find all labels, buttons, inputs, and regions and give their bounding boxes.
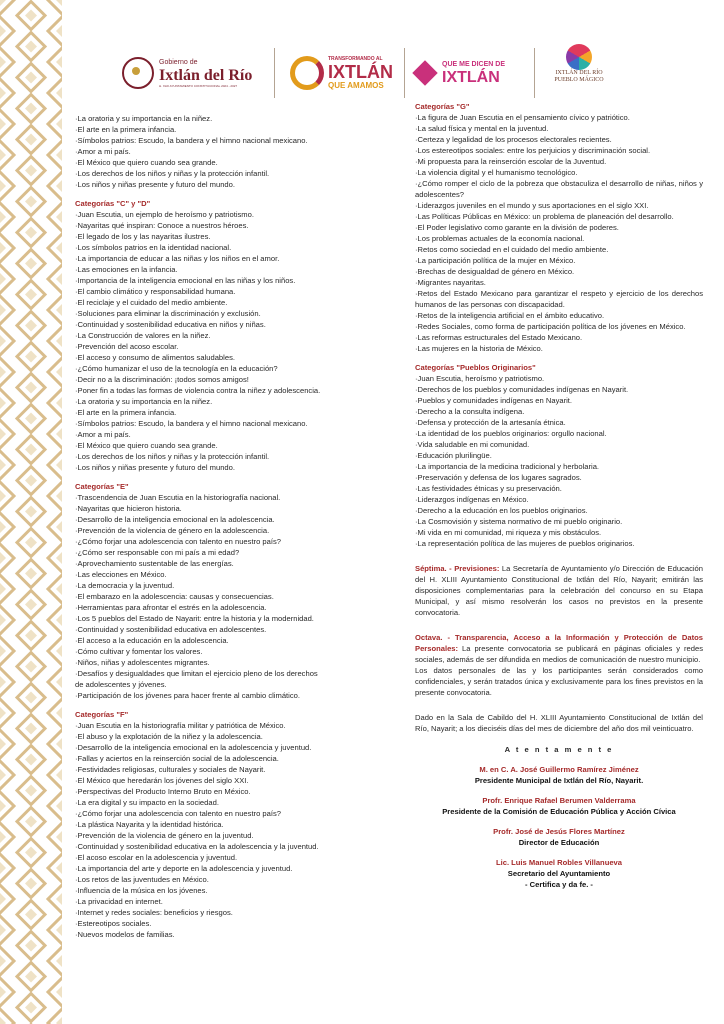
border-diamond-inner (25, 692, 37, 704)
septima-text: La Secretaría de Ayuntamiento y/o Dirección de Educación del H. XLIII Ayuntamiento Constitucional de Ixtlán del Río, Nayarit; emitirán las disposiciones complementarias para la celebración del concurso en su Etapa Municipal, y así mismo resolverán los casos no previstos en la presente convocatoria. (415, 564, 703, 617)
topic-item: ·Preservación y defensa de los lugares sagrados. (415, 473, 582, 482)
topic-item: de adolescentes y jóvenes. (75, 680, 167, 689)
border-diamond-inner (0, 304, 6, 316)
border-diamond-inner (0, 986, 6, 998)
border-diamond-inner (56, 862, 62, 874)
octava-text2: Los datos personales de las y los participantes serán considerados como confidenciales, y serán tratados única y exclusivamente para los fines previstos en la presente convocatoria. (415, 666, 703, 697)
closing-paragraph: Dado en la Sala de Cabildo del H. XLIII Ayuntamiento Constitucional de Ixtlán del Río, Nayarit; a los dieciséis días del mes de diciembre del año dos mil veinticuatro. (415, 713, 703, 733)
border-diamond-inner (0, 645, 6, 657)
logo4-line1: IXTLÁN DEL RÍO (555, 70, 603, 76)
border-diamond-inner (25, 289, 37, 301)
topic-item: ·Estereotipos sociales. (75, 919, 152, 928)
topic-item: ·Influencia de la música en los jóvenes. (75, 886, 208, 895)
border-diamond-inner (25, 72, 37, 84)
topic-item: ·La era digital y su impacto en la sociedad. (75, 798, 219, 807)
category-block (415, 362, 703, 549)
logo2-name: IXTLÁN (328, 62, 393, 82)
topic-item: ·Juan Escutia, un ejemplo de heroísmo y patriotismo. (75, 210, 254, 219)
topic-item: ·La participación política de la mujer en México. (415, 256, 576, 265)
border-diamond-inner (25, 661, 37, 673)
border-diamond-inner (25, 568, 37, 580)
category-block (75, 709, 375, 940)
logo4-line2: PUEBLO MÁGICO (554, 77, 604, 83)
border-diamond-inner (0, 831, 6, 843)
topic-item: ·Retos de la inteligencia artificial en el ámbito educativo. (415, 311, 605, 320)
border-diamond-inner (56, 769, 62, 781)
border-diamond-inner (56, 986, 62, 998)
topic-item: ·Símbolos patrios: Escudo, la bandera y el himno nacional mexicano. (75, 136, 308, 145)
topic-item: ·Desarrollo de la inteligencia emocional en la adolescencia y juventud. (75, 743, 312, 752)
logo1-tagline: H. XLIII AYUNTAMIENTO CONSTITUCIONAL 2024 - 2027 (159, 83, 238, 88)
left-column (75, 113, 375, 940)
border-diamond-inner (0, 676, 6, 688)
topic-item: ·Nuevos modelos de familias. (75, 930, 175, 939)
atentamente-heading: A t e n t a m e n t e (504, 745, 614, 754)
logo3-name: IXTLÁN (442, 69, 500, 86)
border-diamond-inner (56, 521, 62, 533)
border-diamond-inner (56, 645, 62, 657)
border-diamond-inner (56, 707, 62, 719)
topic-item: ·El México que quiero cuando sea grande. (75, 158, 218, 167)
border-diamond-inner (56, 614, 62, 626)
topic-item: ·Las elecciones en México. (75, 570, 167, 579)
border-diamond-inner (25, 847, 37, 859)
signatory-name: Lic. Luis Manuel Robles Villanueva (495, 858, 623, 867)
topic-item: ·Liderazgos indígenas en México. (415, 495, 529, 504)
topic-item: ·Los retos de las juventudes en México. (75, 875, 209, 884)
border-diamond-inner (0, 118, 6, 130)
topic-item: ·El arte en la primera infancia. (75, 408, 177, 417)
topic-item: ·La Cosmovisión y sistema normativo de mi pueblo originario. (415, 517, 623, 526)
border-diamond-inner (56, 831, 62, 843)
signature-block (415, 795, 703, 817)
topic-item: ·La oratoria y su importancia en la niñez. (75, 114, 213, 123)
header-divider (404, 48, 405, 98)
topic-item: ·Poner fin a todas las formas de violencia contra la niñez y adolescencia. (75, 386, 321, 395)
topic-item: ·La democracia y la juventud. (75, 581, 175, 590)
topic-item: ·Festividades religiosas, culturales y sociales de Nayarit. (75, 765, 266, 774)
topic-item: ·Cómo cultivar y fomentar los valores. (75, 647, 203, 656)
topic-item: ·Los estereotipos sociales: entre los perjuicios y discriminación social. (415, 146, 651, 155)
border-diamond-inner (25, 940, 37, 952)
topic-item: ·¿Cómo humanizar el uso de la tecnología en la educación? (75, 364, 278, 373)
border-diamond-inner (25, 816, 37, 828)
signatory-certification: - Certifica y da fe. - (525, 880, 593, 889)
topic-item: ·Defensa y protección de la artesanía étnica. (415, 418, 566, 427)
signatory-role: Director de Educación (518, 838, 600, 847)
topic-item: ·Herramientas para afrontar el estrés en la adolescencia. (75, 603, 267, 612)
border-diamond-inner (0, 769, 6, 781)
border-diamond-inner (0, 583, 6, 595)
border-diamond-inner (56, 149, 62, 161)
signature-block (415, 826, 703, 848)
border-diamond-inner (25, 506, 37, 518)
border-diamond-inner (25, 227, 37, 239)
border-diamond-inner (0, 149, 6, 161)
logo-pueblo-magico (546, 44, 612, 102)
border-diamond-inner (0, 25, 6, 37)
topic-item: ·La importancia de educar a las niñas y los niños en el amor. (75, 254, 280, 263)
topic-item: ·Derechos de los pueblos y comunidades indígenas en Nayarit. (415, 385, 629, 394)
topic-item: ·Pueblos y comunidades indígenas en Nayarit. (415, 396, 573, 405)
signatory-name: M. en C. A. José Guillermo Ramírez Jiménez (479, 765, 639, 774)
border-diamond-inner (56, 180, 62, 192)
border-diamond-inner (25, 723, 37, 735)
topic-item: ·Amor a mi país. (75, 147, 131, 156)
octava-label: Octava. - Transparencia, Acceso a la Información y Protección de Datos Personales: (415, 633, 703, 653)
border-diamond-inner (0, 1017, 6, 1024)
border-diamond-inner (25, 134, 37, 146)
topic-item: ·Brechas de desigualdad de género en México. (415, 267, 575, 276)
topic-item: ·Las emociones en la infancia. (75, 265, 178, 274)
topic-item: ·Trascendencia de Juan Escutia en la historiografía nacional. (75, 493, 281, 502)
topic-item: ·Fallas y aciertos en la reinserción social de la adolescencia. (75, 754, 279, 763)
border-diamond-inner (0, 521, 6, 533)
topic-item: ·Prevención del acoso escolar. (75, 342, 179, 351)
border-diamond-inner (25, 971, 37, 983)
topic-item: ·El acoso escolar en la adolescencia y juventud. (75, 853, 238, 862)
octava-text: La presente convocatoria se publicará en páginas oficiales y redes sociales, además de ser difundida en medios de comunicación de nuestro municipio. (415, 644, 703, 664)
topic-item: ·Importancia de la inteligencia emocional en las niñas y los niños. (75, 276, 296, 285)
topic-item: ·Continuidad y sostenibilidad educativa en niños y niñas. (75, 320, 266, 329)
topic-item: ·Mi propuesta para la reinserción escolar de la Juventud. (415, 157, 607, 166)
border-diamond-inner (25, 599, 37, 611)
border-diamond-inner (25, 475, 37, 487)
decorative-border (0, 0, 62, 1024)
logo-que-me-dicen (412, 44, 522, 102)
signatures (415, 764, 703, 890)
topic-item: ·El Poder legislativo como garante en la división de poderes. (415, 223, 619, 232)
border-diamond-inner (25, 630, 37, 642)
signatory-role: Presidente Municipal de Ixtlán del Río, Nayarit. (474, 776, 644, 785)
topic-item: ·Símbolos patrios: Escudo, la bandera y el himno nacional mexicano. (75, 419, 308, 428)
border-diamond-inner (56, 583, 62, 595)
border-diamond-inner (0, 180, 6, 192)
topic-item: ·Aprovechamiento sustentable de las energías. (75, 559, 234, 568)
topic-item: ·La importancia de la medicina tradicional y herbolaria. (415, 462, 600, 471)
border-diamond-inner (56, 428, 62, 440)
border-diamond-inner (56, 552, 62, 564)
topic-item: ·¿Cómo romper el ciclo de la pobreza que obstaculiza el desarrollo de niñas, niños y adolescentes? (415, 179, 703, 199)
border-diamond-inner (25, 413, 37, 425)
category-block (75, 198, 375, 473)
border-diamond-inner (56, 676, 62, 688)
border-diamond-inner (0, 552, 6, 564)
topic-item: ·El acceso a la educación en la adolescencia. (75, 636, 229, 645)
border-diamond-inner (25, 444, 37, 456)
border-diamond-inner (0, 614, 6, 626)
topic-item: ·El acceso y consumo de alimentos saludables. (75, 353, 235, 362)
topic-item: ·Prevención de la violencia de género en la juventud. (75, 831, 254, 840)
border-diamond-inner (56, 211, 62, 223)
topic-item: ·¿Cómo forjar una adolescencia con talento en nuestro país? (75, 809, 281, 818)
border-diamond-inner (25, 754, 37, 766)
category-block (415, 101, 703, 354)
topic-item: ·Retos del Estado Mexicano para garantizar el respeto y ejercicio de los derechos humanos de las personas con discapacidad. (415, 289, 703, 309)
border-diamond-inner (25, 165, 37, 177)
logo1-small-text: Gobierno de (159, 58, 198, 66)
border-diamond-inner (0, 955, 6, 967)
border-diamond-inner (56, 490, 62, 502)
header-divider (274, 48, 275, 98)
border-diamond-inner (56, 924, 62, 936)
border-diamond-inner (56, 738, 62, 750)
logo-transformando (290, 44, 400, 102)
topic-item: ·Migrantes nayaritas. (415, 278, 486, 287)
border-diamond-inner (0, 56, 6, 68)
logo3-top-text: QUE ME DICEN DE (442, 61, 506, 68)
border-diamond-inner (25, 41, 37, 53)
topic-item: ·Decir no a la discriminación: ¡todos somos amigos! (75, 375, 249, 384)
border-diamond-inner (25, 878, 37, 890)
signatory-role: Presidente de la Comisión de Educación Pública y Acción Cívica (442, 807, 676, 816)
topic-item: ·Los niños y niñas presente y futuro del mundo. (75, 463, 235, 472)
topic-item: ·Desarrollo de la inteligencia emocional en la adolescencia. (75, 515, 275, 524)
pueblo-magico-flower-icon (566, 44, 592, 70)
topic-item: ·Las festividades étnicas y su preservación. (415, 484, 562, 493)
topic-item: ·La Construcción de valores en la niñez. (75, 331, 211, 340)
topic-item: ·Los símbolos patrios en la identidad nacional. (75, 243, 232, 252)
topic-item: ·El México que quiero cuando sea grande. (75, 441, 218, 450)
border-diamond-inner (56, 335, 62, 347)
ring-logo-icon (290, 56, 324, 90)
right-column (415, 101, 703, 890)
header-divider (534, 48, 535, 98)
topic-item: ·Juan Escutia en la historiografía militar y patriótica de México. (75, 721, 286, 730)
topic-item: ·Soluciones para eliminar la discriminación y exclusión. (75, 309, 261, 318)
category-title: Categorías "F" (75, 710, 129, 719)
topic-item: ·Derecho a la consulta indígena. (415, 407, 525, 416)
topic-item: ·Juan Escutia, heroísmo y patriotismo. (415, 374, 545, 383)
signature-block (415, 764, 703, 786)
border-diamond-inner (56, 118, 62, 130)
right-categories (415, 101, 703, 549)
border-diamond-inner (0, 0, 6, 6)
border-diamond-inner (0, 397, 6, 409)
border-diamond-inner (25, 382, 37, 394)
topic-item: ·Perspectivas del Producto Interno Bruto en México. (75, 787, 251, 796)
topic-item: ·¿Cómo forjar una adolescencia con talento en nuestro país? (75, 537, 281, 546)
topic-item: ·Los problemas actuales de la economía nacional. (415, 234, 585, 243)
topic-item: ·Continuidad y sostenibilidad educativa en adolescentes. (75, 625, 267, 634)
topic-item: ·El embarazo en la adolescencia: causas y consecuencias. (75, 592, 274, 601)
topic-item: ·Los derechos de los niños y niñas y la protección infantil. (75, 169, 270, 178)
topic-item: ·Las mujeres en la historia de México. (415, 344, 543, 353)
topic-item: ·Nayaritas qué inspiran: Conoce a nuestros héroes. (75, 221, 249, 230)
logo2-bottom-text: QUE AMAMOS (328, 81, 384, 90)
logo2-top-text: TRANSFORMANDO AL (328, 56, 383, 62)
municipal-seal-icon (122, 57, 154, 89)
topic-item: ·Desafíos y desigualdades que limitan el ejercicio pleno de los derechos (75, 669, 318, 678)
topic-item: ·La privacidad en internet. (75, 897, 163, 906)
topic-item: ·La identidad de los pueblos originarios: orgullo nacional. (415, 429, 607, 438)
topic-item: ·La importancia del arte y deporte en la adolescencia y juventud. (75, 864, 293, 873)
border-diamond-inner (25, 258, 37, 270)
border-diamond-inner (56, 87, 62, 99)
topic-item: ·Participación de los jóvenes para hacer frente al cambio climático. (75, 691, 300, 700)
topic-item: ·El legado de los y las nayaritas ilustres. (75, 232, 211, 241)
border-diamond-inner (0, 273, 6, 285)
logo1-name: Ixtlán del Río (159, 66, 253, 84)
topic-item: ·Internet y redes sociales: beneficios y riesgos. (75, 908, 233, 917)
topic-item: ·Vida saludable en mi comunidad. (415, 440, 530, 449)
topic-item: ·El arte en la primera infancia. (75, 125, 177, 134)
septima-paragraph (415, 563, 703, 618)
border-diamond-inner (0, 738, 6, 750)
border-diamond-inner (25, 320, 37, 332)
border-diamond-inner (56, 459, 62, 471)
topic-item: ·Las reformas estructurales del Estado Mexicano. (415, 333, 583, 342)
topic-item: ·El México que heredarán los jóvenes del siglo XXI. (75, 776, 249, 785)
topic-item: ·La representación política de las mujeres de pueblos originarios. (415, 539, 635, 548)
topic-item: ·Las Políticas Públicas en México: un problema de planeación del desarrollo. (415, 212, 674, 221)
header-logos (112, 44, 612, 102)
border-diamond-inner (25, 351, 37, 363)
topic-item: ·La oratoria y su importancia en la niñez. (75, 397, 213, 406)
border-diamond-inner (25, 1002, 37, 1014)
topic-item: ·Retos como sociedad en el cuidado del medio ambiente. (415, 245, 609, 254)
topic-item: ·El abuso y la explotación de la niñez y la adolescencia. (75, 732, 263, 741)
border-diamond-inner (56, 397, 62, 409)
topic-item: ·Liderazgos juveniles en el mundo y sus aportaciones en el siglo XXI. (415, 201, 649, 210)
topic-item: ·El cambio climático y responsabilidad humana. (75, 287, 236, 296)
topic-item: ·Nayaritas que hicieron historia. (75, 504, 182, 513)
border-diamond-inner (25, 103, 37, 115)
topic-item: ·Los 5 pueblos del Estado de Nayarit: entre la historia y la modernidad. (75, 614, 314, 623)
border-diamond-inner (56, 56, 62, 68)
border-diamond-inner (56, 25, 62, 37)
border-diamond-inner (0, 428, 6, 440)
border-diamond-inner (25, 10, 37, 22)
topic-item: ·La salud física y mental en la juventud. (415, 124, 549, 133)
border-diamond-inner (56, 242, 62, 254)
diamond-logo-icon (412, 60, 437, 85)
border-diamond-inner (56, 273, 62, 285)
border-diamond-inner (56, 1017, 62, 1024)
topic-item: ·Derecho a la educación en los pueblos originarios. (415, 506, 588, 515)
border-diamond-inner (25, 537, 37, 549)
border-diamond-inner (0, 335, 6, 347)
border-diamond-inner (0, 490, 6, 502)
signatory-name: Profr. Enrique Rafael Berumen Valderrama (482, 796, 636, 805)
border-diamond-inner (0, 87, 6, 99)
border-diamond-inner (0, 459, 6, 471)
topic-item: ·Prevención de la violencia de género en la adolescencia. (75, 526, 270, 535)
border-diamond-inner (56, 0, 62, 6)
topic-item: ·Redes Sociales, como forma de participación política de los jóvenes en México. (415, 322, 686, 331)
topic-item: ·Amor a mi país. (75, 430, 131, 439)
border-diamond-inner (25, 909, 37, 921)
border-diamond-inner (25, 785, 37, 797)
border-diamond-inner (0, 242, 6, 254)
border-diamond-inner (25, 196, 37, 208)
topic-item: ·Niños, niñas y adolescentes migrantes. (75, 658, 210, 667)
signatory-name: Profr. José de Jesús Flores Martínez (493, 827, 625, 836)
border-diamond-inner (0, 862, 6, 874)
topic-item: ·El reciclaje y el cuidado del medio ambiente. (75, 298, 228, 307)
border-diamond-inner (0, 924, 6, 936)
border-diamond-inner (0, 800, 6, 812)
topic-item: ·Los derechos de los niños y niñas y la protección infantil. (75, 452, 270, 461)
category-title: Categorías "Pueblos Originarios" (415, 363, 536, 372)
topic-item: ·La violencia digital y el humanismo tecnológico. (415, 168, 578, 177)
border-diamond-inner (0, 707, 6, 719)
logo-gobierno-ixtlan (122, 44, 262, 102)
category-block (75, 481, 375, 701)
topic-item: ·La plástica Nayarita y la identidad histórica. (75, 820, 224, 829)
topic-item: ·Mi vida en mi comunidad, mi riqueza y mis obstáculos. (415, 528, 602, 537)
octava-paragraph (415, 632, 703, 698)
border-diamond-inner (56, 304, 62, 316)
border-diamond-inner (56, 366, 62, 378)
topic-item: ·Continuidad y sostenibilidad educativa en la adolescencia y la juventud. (75, 842, 319, 851)
border-diamond-inner (0, 366, 6, 378)
topic-item: ·La figura de Juan Escutia en el pensamiento cívico y patriótico. (415, 113, 630, 122)
category-block (75, 113, 375, 190)
category-title: Categorías "G" (415, 102, 470, 111)
border-diamond-inner (56, 893, 62, 905)
signature-block (415, 857, 703, 890)
category-title: Categorías "E" (75, 482, 129, 491)
topic-item: ·Los niños y niñas presente y futuro del mundo. (75, 180, 235, 189)
category-title: Categorías "C" y "D" (75, 199, 151, 208)
border-diamond-inner (0, 211, 6, 223)
septima-label: Séptima. - Previsiones: (415, 564, 500, 573)
border-diamond-inner (56, 800, 62, 812)
border-diamond-inner (0, 893, 6, 905)
topic-item: ·Educación plurilingüe. (415, 451, 492, 460)
signatory-role: Secretario del Ayuntamiento (507, 869, 611, 878)
topic-item: ·Certeza y legalidad de los procesos electorales recientes. (415, 135, 612, 144)
border-diamond-inner (56, 955, 62, 967)
topic-item: ·¿Cómo ser responsable con mi país a mi edad? (75, 548, 240, 557)
